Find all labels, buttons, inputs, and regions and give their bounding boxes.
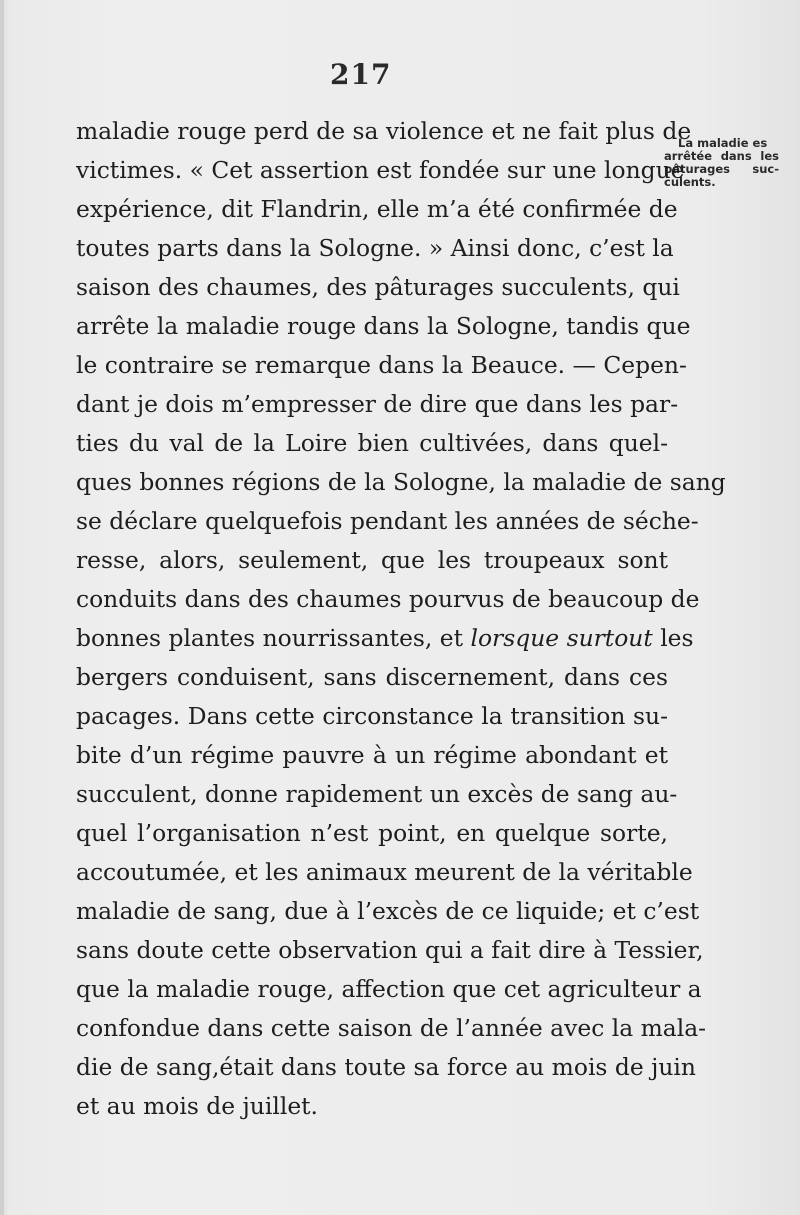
text-line: dant je dois m’empresser de dire que dans les par- (76, 390, 679, 418)
text-line: accoutumée, et les animaux meurent de la véritable (76, 858, 693, 886)
text-line: maladie rouge perd de sa violence et ne fait plus de (76, 117, 692, 145)
text-line: arrête la maladie rouge dans la Sologne, tandis que (76, 312, 691, 340)
text-line: saison des chaumes, des pâturages succulents, qui (76, 273, 680, 301)
text-line: que la maladie rouge, affection que cet agriculteur a (76, 975, 702, 1003)
text-line: ques bonnes régions de la Sologne, la maladie de sang (76, 468, 726, 496)
text-line: victimes. « Cet assertion est fondée sur une longue (76, 156, 685, 184)
margin-note-line: La maladie es (678, 136, 768, 150)
page-number: 217 (330, 58, 392, 91)
margin-note-line: culents. (664, 175, 716, 189)
margin-note-line: pâturages suc- (664, 162, 779, 176)
text-line: succulent, donne rapidement un excès de sang au- (76, 780, 678, 808)
text-line: bonnes plantes nourrissantes, et lorsque surtout les (76, 624, 694, 652)
text-line: conduits dans des chaumes pourvus de beaucoup de (76, 585, 700, 613)
text-line: toutes parts dans la Sologne. » Ainsi donc, c’est la (76, 234, 674, 262)
text-line: die de sang,était dans toute sa force au mois de juin (76, 1053, 696, 1081)
text-line: le contraire se remarque dans la Beauce. — Cepen- (76, 351, 687, 379)
text-line: et au mois de juillet. (76, 1092, 318, 1120)
text-line: expérience, dit Flandrin, elle m’a été confirmée de (76, 195, 678, 223)
text-line: resse, alors, seulement, que les troupeaux sont (76, 546, 668, 574)
text-line: maladie de sang, due à l’excès de ce liquide; et c’est (76, 897, 700, 925)
italic-word: lorsque (470, 624, 560, 652)
italic-word: surtout (566, 624, 653, 652)
text-line: ties du val de la Loire bien cultivées, dans quel- (76, 429, 668, 457)
text-line: quel l’organisation n’est point, en quelque sorte, (76, 819, 668, 847)
text-line: confondue dans cette saison de l’année avec la mala- (76, 1014, 707, 1042)
text-line: se déclare quelquefois pendant les années de séche- (76, 507, 699, 535)
page-gutter (0, 0, 4, 1215)
text-line: sans doute cette observation qui a fait dire à Tessier, (76, 936, 704, 964)
text-line: bergers conduisent, sans discernement, dans ces (76, 663, 668, 691)
margin-note-line: arrêtée dans les (664, 149, 779, 163)
text-line: bite d’un régime pauvre à un régime abondant et (76, 741, 668, 769)
text-line: pacages. Dans cette circonstance la transition su- (76, 702, 668, 730)
